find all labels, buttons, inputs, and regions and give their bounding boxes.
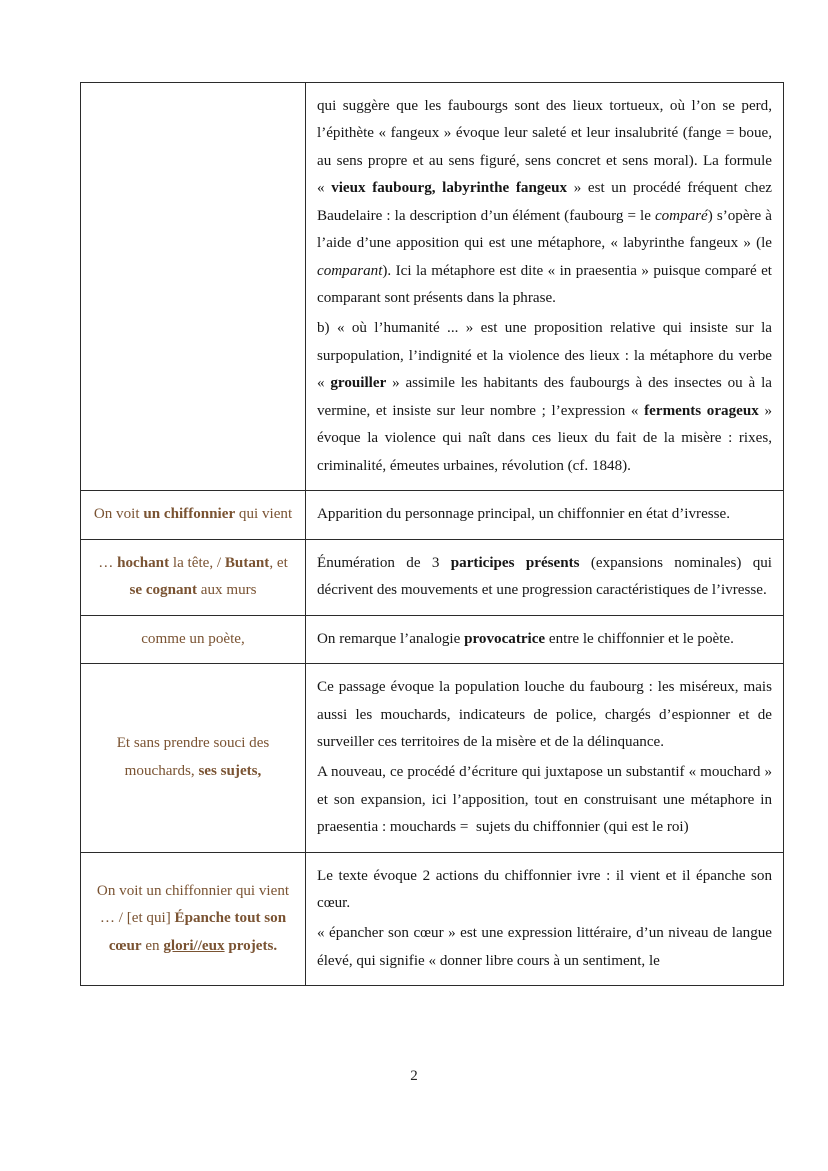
quote-cell: … hochant la tête, / Butant, et se cognant aux murs [81,539,306,615]
quote-cell: comme un poète, [81,615,306,663]
commentary-cell: Énumération de 3 participes présents (expansions nominales) qui décrivent des mouvements et une progression caractéristiques de l’ivresse. [306,539,784,615]
table-row [81,852,784,986]
commentary-cell: Le texte évoque 2 actions du chiffonnier ivre : il vient et il épanche son cœur. « épancher son cœur » est une expression littéraire, d’un niveau de langue élevé, qui signifie « donner libre cours à un sentiment, le [306,852,784,986]
table-row [81,664,784,853]
table-row [81,615,784,663]
table-row [81,539,784,615]
quote-cell: On voit un chiffonnier qui vient [81,491,306,539]
table-row [81,491,784,539]
quote-cell: On voit un chiffonnier qui vient … / [et qui] Épanche tout son cœur en glori//eux projets. [81,852,306,986]
commentary-cell: qui suggère que les faubourgs sont des lieux tortueux, où l’on se perd, l’épithète « fangeux » évoque leur saleté et leur insalubrité (fange = boue, au sens propre et au sens figuré, sens concret et sens moral). La formule « vieux faubourg, labyrinthe fangeux » est un procédé fréquent chez Baudelaire : la description d’un élément (faubourg = le comparé) s’opère à l’aide d’une apposition qui est une métaphore, « labyrinthe fangeux » (le comparant). Ici la métaphore est dite « in praesentia » puisque comparé et comparant sont présents dans la phrase. b) « où l’humanité ... » est une proposition relative qui insiste sur la surpopulation, l’indignité et la violence des lieux : la métaphore du verbe « grouiller » assimile les habitants des faubourgs à des insectes ou à la vermine, et insiste sur leur nombre ; l’expression « ferments orageux » évoque la violence qui naît dans ces lieux du fait de la misère : rixes, criminalité, émeutes urbaines, révolution (cf. 1848). [306,83,784,491]
commentary-cell: On remarque l’analogie provocatrice entre le chiffonnier et le poète. [306,615,784,663]
table-body [81,83,784,986]
quote-cell: Et sans prendre souci des mouchards, ses sujets, [81,664,306,853]
commentary-cell: Ce passage évoque la population louche du faubourg : les miséreux, mais aussi les mouchards, indicateurs de police, chargés d’espionner et de surveiller ces territoires de la misère et de la délinquance. A nouveau, ce procédé d’écriture qui juxtapose un substantif « mouchard » et son expansion, ici l’apposition, tout en construisant une métaphore in praesentia : mouchards = sujets du chiffonnier (qui est le roi) [306,664,784,853]
commentary-cell: Apparition du personnage principal, un chiffonnier en état d’ivresse. [306,491,784,539]
quote-cell [81,83,306,491]
table-row [81,83,784,491]
page-number: 2 [410,1068,418,1084]
text-analysis-table [80,82,784,986]
